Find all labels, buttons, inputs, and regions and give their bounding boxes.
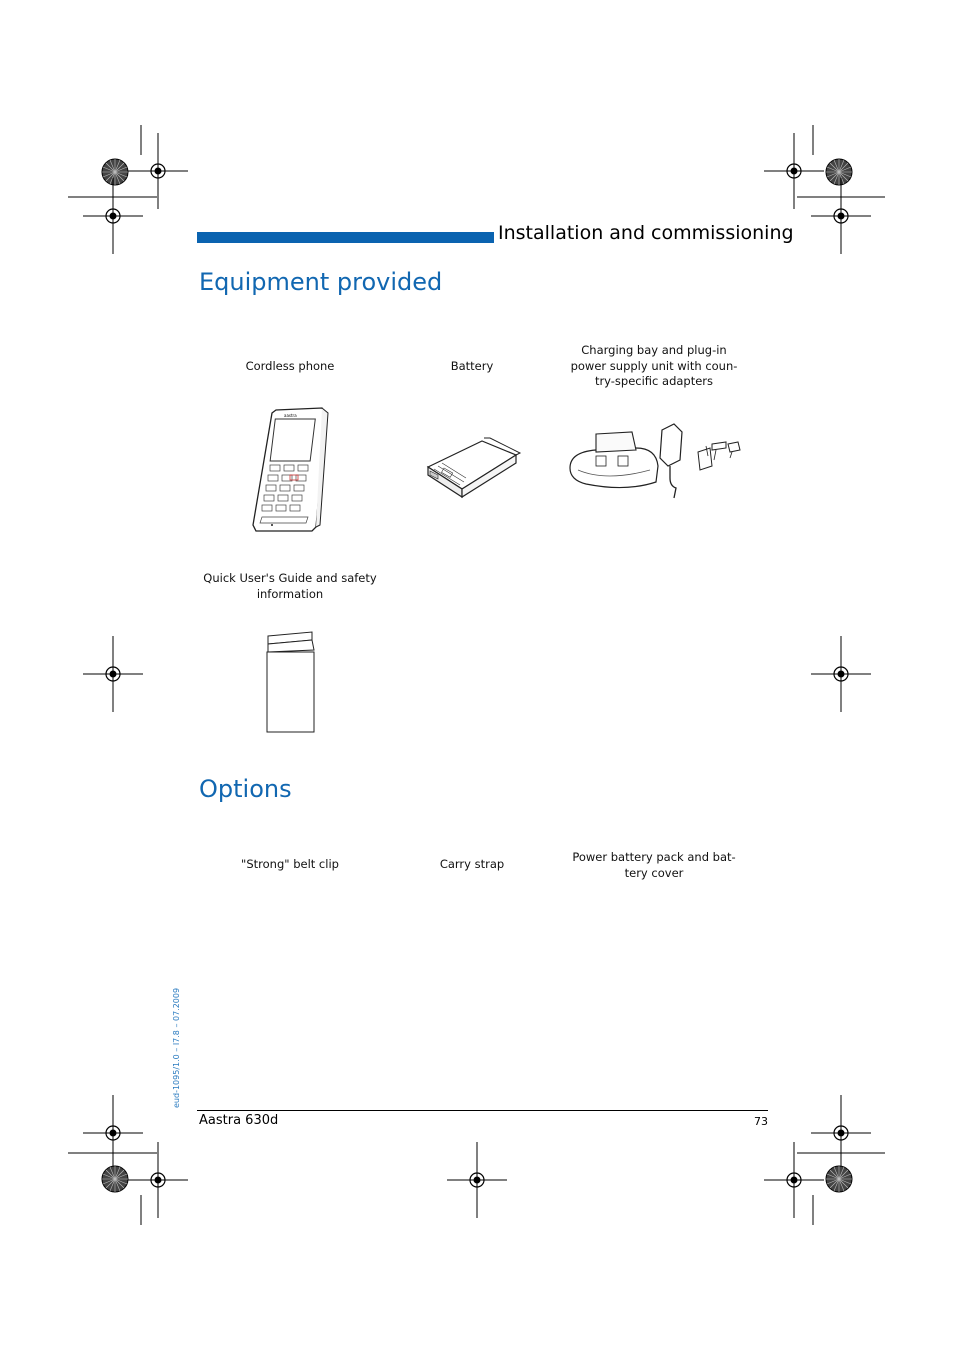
battery-illustration [420,435,530,505]
caption-quick-guide: Quick User's Guide and safety information [203,571,377,601]
charging-bay-illustration [566,422,746,502]
section-heading-options: Options [199,775,292,803]
header-accent-bar [197,232,494,243]
document-code: eud-1095/1.0 – I7.8 – 07.2009 [172,987,181,1108]
caption-battery: Battery [450,359,494,373]
footer-product-name: Aastra 630d [199,1113,279,1128]
caption-carry-strap: Carry strap [439,857,505,871]
section-heading-equipment: Equipment provided [199,268,443,296]
cordless-phone-illustration [250,405,330,535]
caption-cordless-phone: Cordless phone [245,359,335,373]
caption-charging-bay: Charging bay and plug-in power supply unit with coun- try-specific adapters [570,343,738,388]
footer-rule [197,1110,768,1111]
caption-belt-clip: "Strong" belt clip [241,857,339,871]
svg-text:aastra: aastra [284,413,297,418]
caption-power-battery: Power battery pack and bat- tery cover [572,850,736,880]
page-number: 73 [754,1115,768,1128]
folded-guide-illustration [262,628,322,738]
chapter-title: Installation and commissioning [498,222,794,244]
